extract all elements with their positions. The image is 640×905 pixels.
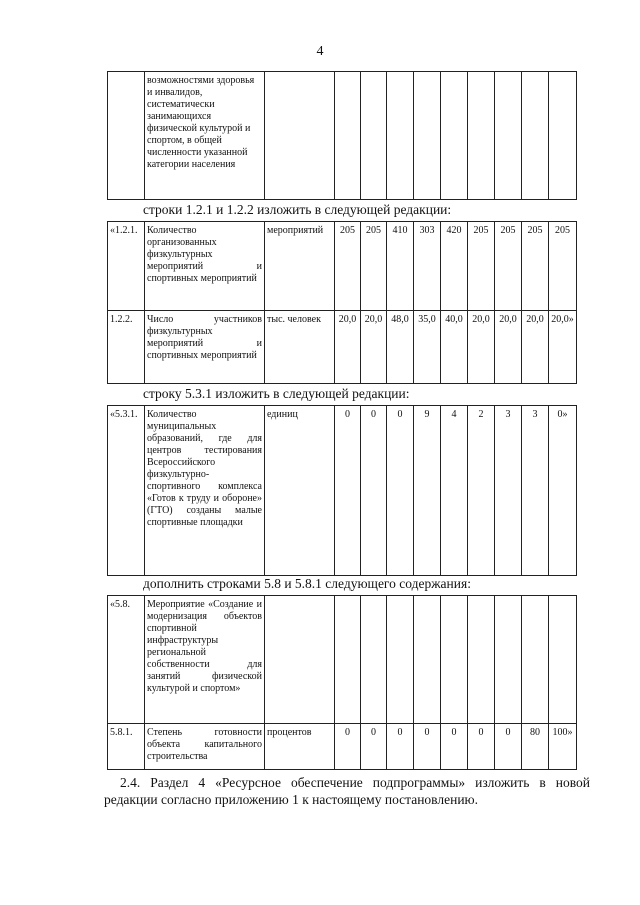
value-cell: 3: [495, 406, 522, 576]
value-cell: 0: [387, 406, 414, 576]
table-row: [108, 222, 577, 311]
value-cell: 20,0: [522, 311, 549, 384]
indicator-name-cell: Число участников физкультурных мероприятий и спортивных мероприятий: [145, 311, 265, 384]
instruction-rows-5-8: дополнить строками 5.8 и 5.8.1 следующего содержания:: [143, 576, 471, 591]
value-cell: 0: [495, 724, 522, 770]
value-cell: 205: [335, 222, 361, 311]
value-cell: 420: [441, 222, 468, 311]
indicator-name-cell: Количество организованных физкультурных мероприятий и спортивных мероприятий: [145, 222, 265, 311]
value-cell: 205: [522, 222, 549, 311]
unit-cell: мероприятий: [265, 222, 335, 311]
table-row: [108, 596, 577, 724]
value-cell: 100»: [549, 724, 577, 770]
unit-cell: [265, 596, 335, 724]
value-cell: 20,0»: [549, 311, 577, 384]
value-cell: 20,0: [468, 311, 495, 384]
unit-cell: тыс. человек: [265, 311, 335, 384]
value-cell: 303: [414, 222, 441, 311]
indicator-name-cell: возможностями здоровья и инвалидов, систематически занимающихся физической культурой и спортом, в общей численности указанной категории населения: [145, 72, 265, 200]
indicator-name-cell: Степень готовности объекта капитального строительства: [145, 724, 265, 770]
value-cell: 205: [495, 222, 522, 311]
row-number-cell: «5.3.1.: [108, 406, 145, 576]
indicator-name-cell: Количество муниципальных образований, где для центров тестирования Всероссийского физкультурно-спортивного комплекса «Готов к труду и обороне» (ГТО) созданы малые спортивные площадки: [145, 406, 265, 576]
value-cell: 0: [361, 406, 387, 576]
value-cell: 0: [361, 724, 387, 770]
value-cell: 40,0: [441, 311, 468, 384]
value-cell: 48,0: [387, 311, 414, 384]
value-cell: 20,0: [335, 311, 361, 384]
value-cell: 4: [441, 406, 468, 576]
page-number: 4: [316, 44, 324, 59]
value-cell: 0: [414, 724, 441, 770]
table-row: [108, 311, 577, 384]
closing-paragraph: 2.4. Раздел 4 «Ресурсное обеспечение подпрограммы» изложить в новой редакции согласно приложению 1 к настоящему постановлению.: [104, 775, 590, 807]
row-number-cell: 5.8.1.: [108, 724, 145, 770]
value-cell: 0: [441, 724, 468, 770]
value-cell: 205: [361, 222, 387, 311]
table-continuation: [107, 71, 577, 200]
indicator-name-cell: Мероприятие «Создание и модернизация объектов спортивной инфраструктуры региональной собственности для занятий физической культурой и спортом»: [145, 596, 265, 724]
value-cell: 35,0: [414, 311, 441, 384]
unit-cell: [265, 72, 335, 200]
table-row-5-3-1: [107, 405, 577, 576]
instruction-rows-1-2: строки 1.2.1 и 1.2.2 изложить в следующей редакции:: [143, 202, 452, 217]
value-cell: 20,0: [495, 311, 522, 384]
value-cell: 0: [335, 724, 361, 770]
row-number-cell: [108, 72, 145, 200]
value-cell: 0»: [549, 406, 577, 576]
value-cell: 410: [387, 222, 414, 311]
row-number-cell: «1.2.1.: [108, 222, 145, 311]
value-cell: 0: [468, 724, 495, 770]
value-cell: 80: [522, 724, 549, 770]
value-cell: 0: [387, 724, 414, 770]
value-cell: 20,0: [361, 311, 387, 384]
unit-cell: процентов: [265, 724, 335, 770]
table-row: [108, 406, 577, 576]
table-row: [108, 72, 577, 200]
value-cell: 2: [468, 406, 495, 576]
row-number-cell: 1.2.2.: [108, 311, 145, 384]
value-cell: 205: [549, 222, 577, 311]
value-cell: 0: [335, 406, 361, 576]
unit-cell: единиц: [265, 406, 335, 576]
value-cell: 9: [414, 406, 441, 576]
table-row: [108, 724, 577, 770]
value-cell: 3: [522, 406, 549, 576]
table-rows-1-2: [107, 221, 577, 384]
instruction-row-5-3-1: строку 5.3.1 изложить в следующей редакции:: [143, 386, 410, 401]
table-rows-5-8: [107, 595, 577, 770]
row-number-cell: «5.8.: [108, 596, 145, 724]
value-cell: 205: [468, 222, 495, 311]
